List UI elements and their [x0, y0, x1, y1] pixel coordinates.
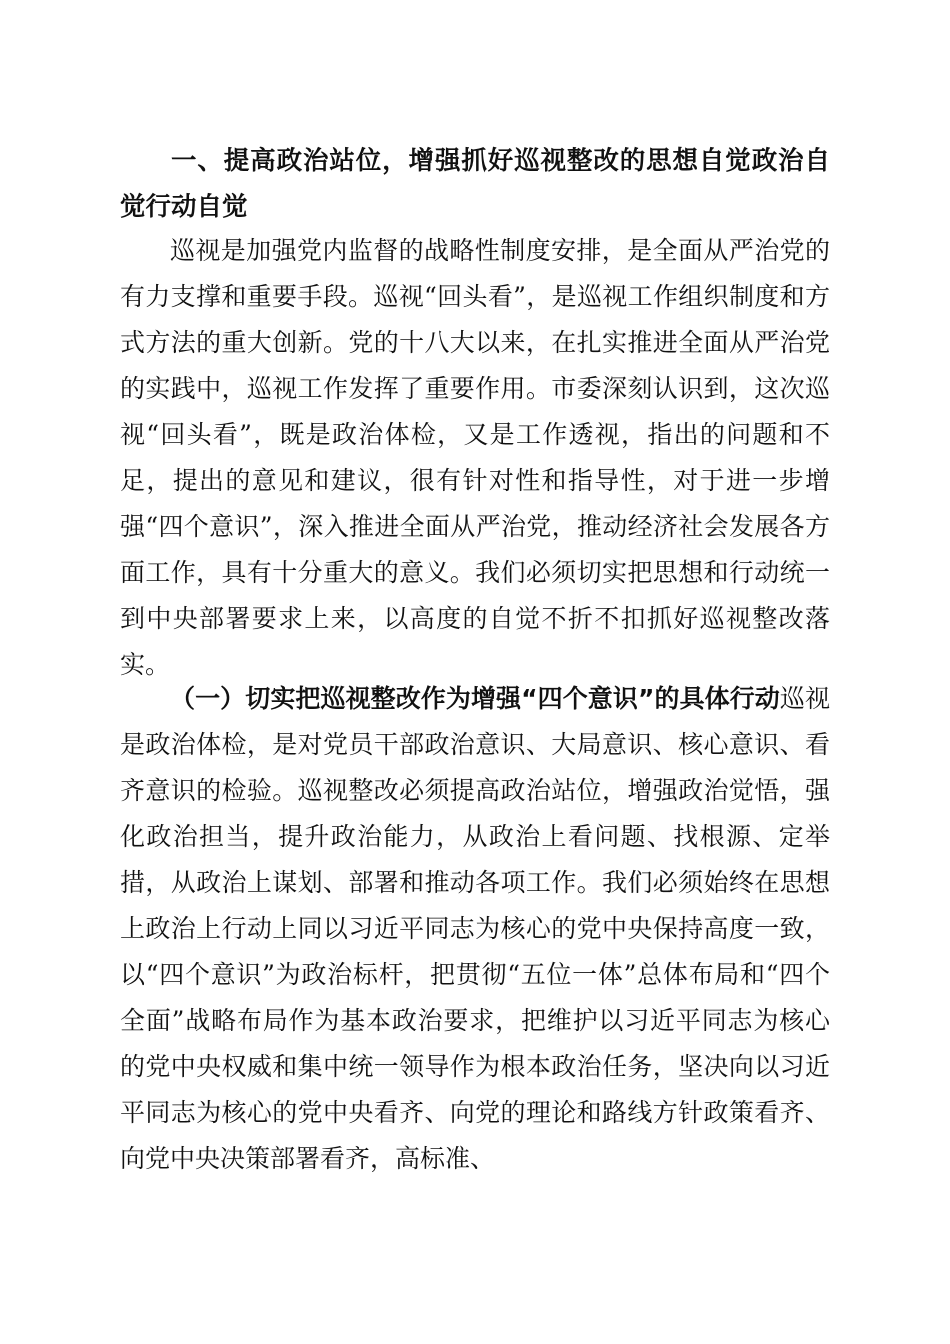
subsection-title: （一）切实把巡视整改作为增强“四个意识”的具体行动 [170, 684, 780, 713]
subsection-paragraph [120, 676, 830, 1182]
paragraph-1-text: 巡视是加强党内监督的战略性制度安排，是全面从严治党的有力支撑和重要手段。巡视“回头看”，是巡视工作组织制度和方式方法的重大创新。党的十八大以来，在扎实推进全面从严治党的实践中，巡视工作发挥了重要作用。市委深刻认识到，这次巡视“回头看”，既是政治体检，又是工作透视，指出的问题和不足，提出的意见和建议，很有针对性和指导性，对于进一步增强“四个意识”，深入推进全面从严治党，推动经济社会发展各方面工作，具有十分重大的意义。我们必须切实把思想和行动统一到中央部署要求上来，以高度的自觉不折不扣抓好巡视整改落实。 [120, 236, 830, 679]
section-heading-text: 一、提高政治站位，增强抓好巡视整改的思想自觉政治自觉行动自觉 [120, 146, 830, 222]
paragraph-2-text: 巡视是政治体检，是对党员干部政治意识、大局意识、核心意识、看齐意识的检验。巡视整改必须提高政治站位，增强政治觉悟，强化政治担当，提升政治能力，从政治上看问题、找根源、定举措，从政治上谋划、部署和推动各项工作。我们必须始终在思想上政治上行动上同以习近平同志为核心的党中央保持高度一致，以“四个意识”为政治标杆，把贯彻“五位一体”总体布局和“四个全面”战略布局作为基本政治要求，把维护以习近平同志为核心的党中央权威和集中统一领导作为根本政治任务，坚决向以习近平同志为核心的党中央看齐、向党的理论和路线方针政策看齐、向党中央决策部署看齐，高标准、 [120, 684, 830, 1173]
section-heading [120, 138, 830, 230]
paragraph-1 [120, 228, 830, 688]
paragraph-2 [120, 676, 830, 1182]
